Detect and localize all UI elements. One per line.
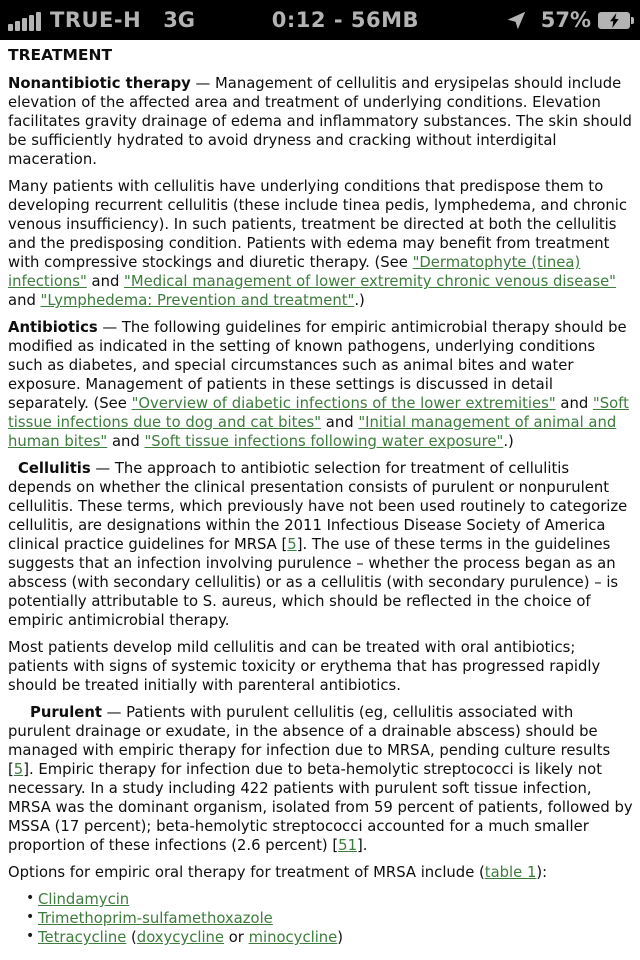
paragraph xyxy=(8,74,633,169)
text-run: ( xyxy=(126,929,137,946)
text-run: ]. Empiric therapy for infection due to beta-hemolytic streptococci is likely not necessary. In a study including 422 patients with purulent soft tissue infection, MRSA was the dominant organism, isolated from 59 percent of patients, followed by MSSA (17 percent); beta-hemolytic streptococci accounted for a much smaller proportion of these infections (2.6 percent) [ xyxy=(8,761,633,854)
text-run: — Patients with purulent cellulitis (eg, cellulitis associated with purulent drainage or exudate, in the absence of a drainable abscess) should be managed with empiric therapy for infection due to MRSA, pending culture results [ xyxy=(8,704,611,778)
inline-link[interactable]: minocycline xyxy=(248,929,338,946)
text-run: Many patients with cellulitis have underlying conditions that predispose them to developing recurrent cellulitis (these include tinea pedis, lymphedema, and chronic venous insufficiency). In such patients, treatment be directed at both the cellulitis and the predisposing condition. Patients with edema may benefit from treatment with compressive stockings and diuretic therapy. (See xyxy=(8,178,628,271)
bold-term: Purulent xyxy=(30,704,102,721)
inline-link[interactable]: "Lymphedema: Prevention and treatment" xyxy=(40,292,355,309)
text-run: — The approach to antibiotic selection for treatment of cellulitis depends on whether the clinical presentation consists of purulent or nonpurulent cellulitis. These terms, which previously have not been used routinely to categorize cellulitis, are designations within the 2011 Infectious Disease Society of America clinical practice guidelines for MRSA [ xyxy=(8,460,628,553)
inline-link[interactable]: 51 xyxy=(338,837,358,854)
paragraph xyxy=(8,318,633,451)
paragraph xyxy=(8,863,633,882)
text-run: .) xyxy=(354,292,365,309)
inline-link[interactable]: "Overview of diabetic infections of the lower extremities" xyxy=(131,395,556,412)
inline-link[interactable]: "Dermatophyte (tinea) infections" xyxy=(8,254,581,290)
text-run: Most patients develop mild cellulitis and can be treated with oral antibiotics; patients with signs of systemic toxicity or erythema that has progressed rapidly should be treated initially with parenteral antibiotics. xyxy=(8,639,601,694)
inline-link[interactable]: "Medical management of lower extremity chronic venous disease" xyxy=(124,273,616,290)
text-run: — The following guidelines for empiric antimicrobial therapy should be modified as indicated in the setting of known pathogens, underlying conditions such as diabetes, and special circumstances such as animal bites and water exposure. Management of patients in these settings is discussed in detail separately. (See xyxy=(8,319,627,412)
list-item xyxy=(38,928,633,947)
text-run: and xyxy=(107,433,145,450)
paragraph xyxy=(8,177,633,310)
paragraph xyxy=(8,703,633,855)
text-run: — Management of cellulitis and erysipelas should include elevation of the affected area and treatment of underlying conditions. Elevation facilitates gravity drainage of edema and inflammatory substances. The skin should be sufficiently hydrated to avoid dryness and cracking without interdigital maceration. xyxy=(8,75,632,168)
list-item xyxy=(38,890,633,909)
bullet-list xyxy=(8,890,633,947)
inline-link[interactable]: 5 xyxy=(287,536,297,553)
list-item xyxy=(38,909,633,928)
location-arrow-icon xyxy=(506,10,527,31)
section-heading: TREATMENT xyxy=(8,46,113,64)
inline-link[interactable]: doxycycline xyxy=(136,929,225,946)
network-type-label: 3G xyxy=(163,8,196,32)
carrier-label: TRUE-H xyxy=(50,8,142,32)
signal-strength-icon xyxy=(8,11,43,31)
battery-percent-label: 57% xyxy=(540,8,591,32)
inline-link[interactable]: table 1 xyxy=(484,864,537,881)
status-left-group xyxy=(6,8,195,32)
battery-charging-icon xyxy=(598,12,634,29)
inline-link[interactable]: "Soft tissue infections following water exposure" xyxy=(144,433,504,450)
inline-link[interactable]: Tetracycline xyxy=(38,929,127,946)
text-run: and xyxy=(555,395,593,412)
inline-link[interactable]: "Soft tissue infections due to dog and cat bites" xyxy=(8,395,629,431)
inline-link[interactable]: 5 xyxy=(13,761,24,778)
text-run: ): xyxy=(536,864,548,881)
inline-link[interactable]: "Initial management of animal and human bites" xyxy=(8,414,617,450)
paragraph xyxy=(8,459,633,630)
text-run: ) xyxy=(337,929,344,946)
text-run: ]. The use of these terms in the guidelines suggests that an infection involving purulence – whether the process began as an abscess (with secondary cellulitis) or as a cellulitis (with secondary purulence) – is potentially attributable to S. aureus, which should be reflected in the choice of empiric antimicrobial therapy. xyxy=(8,536,619,629)
bold-term: Cellulitis xyxy=(18,460,91,477)
status-right-group xyxy=(506,8,634,32)
bold-term: Nonantibiotic therapy xyxy=(8,75,191,92)
status-center-label: 0:12 - 56MB xyxy=(271,8,419,32)
status-bar xyxy=(0,0,640,40)
text-run: and xyxy=(86,273,125,290)
text-run: ]. xyxy=(357,837,368,854)
inline-link[interactable]: Trimethoprim-sulfamethoxazole xyxy=(38,910,273,927)
text-run: and xyxy=(321,414,359,431)
inline-link[interactable]: Clindamycin xyxy=(38,891,130,908)
text-run: Options for empiric oral therapy for treatment of MRSA include ( xyxy=(8,864,485,881)
paragraph xyxy=(8,638,633,695)
text-run: and xyxy=(8,292,41,309)
bold-term: Antibiotics xyxy=(8,319,98,336)
text-run: or xyxy=(224,929,249,946)
lightning-bolt-icon xyxy=(609,13,620,28)
document-content xyxy=(0,40,640,947)
text-run: .) xyxy=(503,433,514,450)
